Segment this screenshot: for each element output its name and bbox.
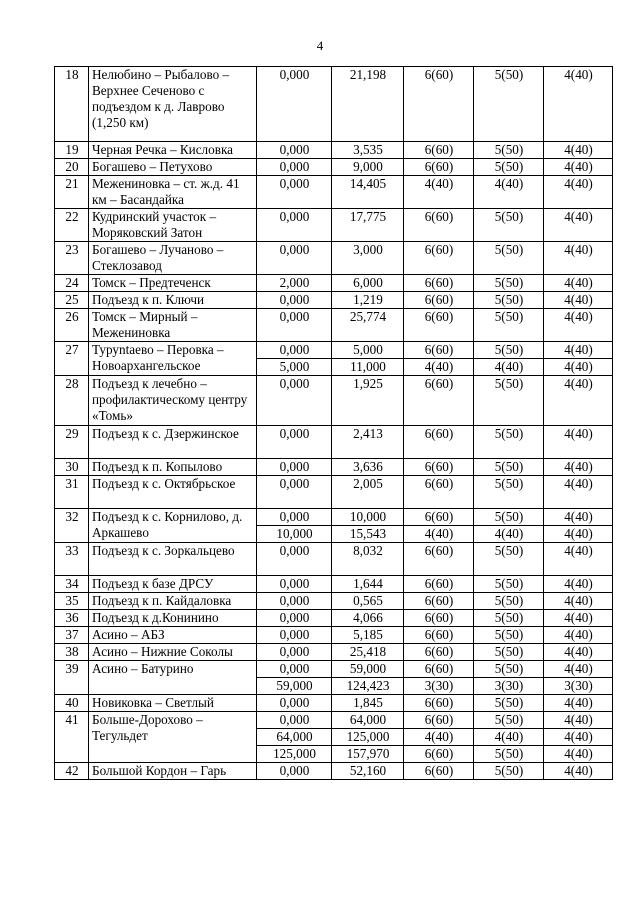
road-number: 20 — [55, 159, 89, 176]
road-number: 36 — [55, 610, 89, 627]
load-axle-2: 5(50) — [474, 576, 544, 593]
load-axle-2: 5(50) — [474, 209, 544, 242]
table-row — [55, 242, 613, 275]
load-axle-1: 6(60) — [404, 644, 474, 661]
load-axle-2: 5(50) — [474, 509, 544, 526]
load-axle-2: 5(50) — [474, 142, 544, 159]
km-start: 0,000 — [257, 342, 332, 359]
load-axle-3: 4(40) — [544, 593, 613, 610]
load-axle-1: 6(60) — [404, 509, 474, 526]
load-axle-1: 6(60) — [404, 476, 474, 509]
load-axle-2: 5(50) — [474, 763, 544, 780]
load-axle-3: 4(40) — [544, 695, 613, 712]
load-axle-3: 4(40) — [544, 509, 613, 526]
km-end: 0,565 — [332, 593, 404, 610]
load-axle-3: 4(40) — [544, 142, 613, 159]
km-start: 5,000 — [257, 359, 332, 376]
load-axle-2: 5(50) — [474, 342, 544, 359]
load-axle-1: 6(60) — [404, 746, 474, 763]
load-axle-1: 6(60) — [404, 209, 474, 242]
load-axle-2: 5(50) — [474, 459, 544, 476]
road-number: 22 — [55, 209, 89, 242]
load-axle-3: 4(40) — [544, 67, 613, 142]
road-name: Подъезд к д.Конинино — [89, 610, 257, 627]
load-axle-2: 5(50) — [474, 275, 544, 292]
road-name: Томск – Мирный – Межениновка — [89, 309, 257, 342]
table-row — [55, 275, 613, 292]
table-row — [55, 661, 613, 678]
load-axle-2: 5(50) — [474, 712, 544, 729]
load-axle-3: 4(40) — [544, 342, 613, 359]
road-name: Асино – АБЗ — [89, 627, 257, 644]
load-axle-1: 6(60) — [404, 242, 474, 275]
table-row — [55, 543, 613, 576]
road-number: 26 — [55, 309, 89, 342]
km-end: 3,636 — [332, 459, 404, 476]
km-end: 59,000 — [332, 661, 404, 678]
road-number: 33 — [55, 543, 89, 576]
load-axle-2: 5(50) — [474, 67, 544, 142]
road-name: Кудринский участок – Моряковский Затон — [89, 209, 257, 242]
load-axle-2: 4(40) — [474, 729, 544, 746]
km-end: 1,644 — [332, 576, 404, 593]
km-end: 17,775 — [332, 209, 404, 242]
load-axle-2: 5(50) — [474, 593, 544, 610]
table-row — [55, 209, 613, 242]
load-axle-1: 4(40) — [404, 176, 474, 209]
km-start: 0,000 — [257, 661, 332, 678]
km-end: 3,000 — [332, 242, 404, 275]
road-number: 37 — [55, 627, 89, 644]
km-end: 64,000 — [332, 712, 404, 729]
km-start: 10,000 — [257, 526, 332, 543]
load-axle-1: 6(60) — [404, 67, 474, 142]
road-number: 21 — [55, 176, 89, 209]
load-axle-3: 4(40) — [544, 426, 613, 459]
road-name: Богашево – Лучаново – Стеклозавод — [89, 242, 257, 275]
load-axle-2: 5(50) — [474, 661, 544, 678]
load-axle-2: 5(50) — [474, 746, 544, 763]
table-row — [55, 712, 613, 729]
table-row — [55, 593, 613, 610]
load-axle-3: 4(40) — [544, 610, 613, 627]
load-axle-1: 6(60) — [404, 593, 474, 610]
km-start: 0,000 — [257, 426, 332, 459]
table-row — [55, 142, 613, 159]
road-name: Большой Кордон – Гарь — [89, 763, 257, 780]
km-end: 21,198 — [332, 67, 404, 142]
load-axle-2: 5(50) — [474, 159, 544, 176]
road-name: Черная Речка – Кисловка — [89, 142, 257, 159]
km-end: 2,005 — [332, 476, 404, 509]
road-number: 30 — [55, 459, 89, 476]
load-axle-1: 6(60) — [404, 376, 474, 426]
table-row — [55, 763, 613, 780]
load-axle-3: 4(40) — [544, 275, 613, 292]
road-number: 40 — [55, 695, 89, 712]
load-axle-2: 5(50) — [474, 376, 544, 426]
km-end: 25,418 — [332, 644, 404, 661]
table-row — [55, 376, 613, 426]
km-start: 0,000 — [257, 292, 332, 309]
road-name: Межениновка – ст. ж.д. 41 км – Басандайка — [89, 176, 257, 209]
load-axle-3: 4(40) — [544, 242, 613, 275]
load-axle-3: 4(40) — [544, 661, 613, 678]
load-axle-2: 4(40) — [474, 176, 544, 209]
km-start: 125,000 — [257, 746, 332, 763]
roads-table-body — [55, 67, 613, 780]
road-name: Новиковка – Светлый — [89, 695, 257, 712]
km-start: 59,000 — [257, 678, 332, 695]
road-number: 39 — [55, 661, 89, 695]
table-row — [55, 627, 613, 644]
km-start: 0,000 — [257, 610, 332, 627]
load-axle-1: 6(60) — [404, 275, 474, 292]
table-row — [55, 610, 613, 627]
load-axle-2: 4(40) — [474, 359, 544, 376]
road-name: Подъезд к лечебно – профилактическому центру «Томь» — [89, 376, 257, 426]
km-start: 0,000 — [257, 159, 332, 176]
load-axle-3: 4(40) — [544, 476, 613, 509]
km-end: 124,423 — [332, 678, 404, 695]
road-name: Томск – Предтеченск — [89, 275, 257, 292]
km-end: 3,535 — [332, 142, 404, 159]
table-row — [55, 509, 613, 526]
road-name: Подъезд к с. Дзержинское — [89, 426, 257, 459]
load-axle-1: 6(60) — [404, 342, 474, 359]
load-axle-1: 6(60) — [404, 543, 474, 576]
load-axle-1: 6(60) — [404, 627, 474, 644]
load-axle-3: 4(40) — [544, 176, 613, 209]
km-start: 0,000 — [257, 242, 332, 275]
load-axle-2: 5(50) — [474, 695, 544, 712]
km-end: 10,000 — [332, 509, 404, 526]
km-end: 8,032 — [332, 543, 404, 576]
road-name: Богашево – Петухово — [89, 159, 257, 176]
load-axle-3: 4(40) — [544, 644, 613, 661]
load-axle-2: 5(50) — [474, 292, 544, 309]
km-start: 0,000 — [257, 309, 332, 342]
load-axle-3: 4(40) — [544, 209, 613, 242]
load-axle-1: 3(30) — [404, 678, 474, 695]
km-start: 0,000 — [257, 509, 332, 526]
road-name: Подъезд к с. Зоркальцево — [89, 543, 257, 576]
km-end: 1,219 — [332, 292, 404, 309]
load-axle-2: 5(50) — [474, 543, 544, 576]
km-end: 1,925 — [332, 376, 404, 426]
road-name: Нелюбино – Рыбалово – Верхнее Сеченово с подъездом к д. Лаврово (1,250 км) — [89, 67, 257, 142]
road-name: Туруntaево – Перовка – Новоархангельское — [89, 342, 257, 376]
road-number: 34 — [55, 576, 89, 593]
load-axle-1: 6(60) — [404, 610, 474, 627]
road-number: 35 — [55, 593, 89, 610]
km-start: 0,000 — [257, 376, 332, 426]
table-row — [55, 309, 613, 342]
km-end: 6,000 — [332, 275, 404, 292]
table-row — [55, 476, 613, 509]
road-number: 25 — [55, 292, 89, 309]
table-row — [55, 176, 613, 209]
km-start: 64,000 — [257, 729, 332, 746]
load-axle-1: 6(60) — [404, 576, 474, 593]
load-axle-2: 5(50) — [474, 476, 544, 509]
load-axle-1: 6(60) — [404, 712, 474, 729]
km-start: 0,000 — [257, 67, 332, 142]
road-number: 18 — [55, 67, 89, 142]
km-start: 0,000 — [257, 476, 332, 509]
km-end: 157,970 — [332, 746, 404, 763]
road-name: Асино – Нижние Соколы — [89, 644, 257, 661]
load-axle-1: 6(60) — [404, 309, 474, 342]
load-axle-1: 6(60) — [404, 459, 474, 476]
load-axle-3: 3(30) — [544, 678, 613, 695]
load-axle-3: 4(40) — [544, 309, 613, 342]
km-start: 0,000 — [257, 763, 332, 780]
km-end: 1,845 — [332, 695, 404, 712]
load-axle-1: 6(60) — [404, 426, 474, 459]
km-start: 0,000 — [257, 712, 332, 729]
table-row — [55, 342, 613, 359]
table-row — [55, 159, 613, 176]
road-number: 42 — [55, 763, 89, 780]
km-end: 25,774 — [332, 309, 404, 342]
road-name: Подъезд к п. Копылово — [89, 459, 257, 476]
load-axle-3: 4(40) — [544, 292, 613, 309]
load-axle-1: 6(60) — [404, 292, 474, 309]
load-axle-3: 4(40) — [544, 543, 613, 576]
road-number: 28 — [55, 376, 89, 426]
road-number: 24 — [55, 275, 89, 292]
load-axle-1: 6(60) — [404, 142, 474, 159]
km-start: 0,000 — [257, 209, 332, 242]
km-start: 0,000 — [257, 142, 332, 159]
km-end: 11,000 — [332, 359, 404, 376]
load-axle-2: 5(50) — [474, 610, 544, 627]
table-row — [55, 644, 613, 661]
km-end: 14,405 — [332, 176, 404, 209]
load-axle-3: 4(40) — [544, 746, 613, 763]
table-row — [55, 695, 613, 712]
km-start: 2,000 — [257, 275, 332, 292]
km-end: 9,000 — [332, 159, 404, 176]
load-axle-1: 6(60) — [404, 159, 474, 176]
table-row — [55, 426, 613, 459]
load-axle-3: 4(40) — [544, 376, 613, 426]
road-number: 31 — [55, 476, 89, 509]
km-start: 0,000 — [257, 459, 332, 476]
load-axle-2: 5(50) — [474, 627, 544, 644]
road-name: Подъезд к базе ДРСУ — [89, 576, 257, 593]
load-axle-1: 4(40) — [404, 359, 474, 376]
load-axle-1: 6(60) — [404, 661, 474, 678]
road-number: 27 — [55, 342, 89, 376]
km-start: 0,000 — [257, 576, 332, 593]
page-number: 4 — [316, 38, 324, 53]
roads-table — [54, 66, 613, 780]
road-name: Подъезд к п. Кайдаловка — [89, 593, 257, 610]
load-axle-3: 4(40) — [544, 763, 613, 780]
road-number: 41 — [55, 712, 89, 763]
km-start: 0,000 — [257, 543, 332, 576]
table-row — [55, 292, 613, 309]
load-axle-1: 4(40) — [404, 729, 474, 746]
road-number: 32 — [55, 509, 89, 543]
km-start: 0,000 — [257, 593, 332, 610]
km-end: 15,543 — [332, 526, 404, 543]
load-axle-2: 3(30) — [474, 678, 544, 695]
road-number: 23 — [55, 242, 89, 275]
load-axle-2: 5(50) — [474, 644, 544, 661]
load-axle-3: 4(40) — [544, 729, 613, 746]
km-end: 2,413 — [332, 426, 404, 459]
km-end: 52,160 — [332, 763, 404, 780]
km-start: 0,000 — [257, 176, 332, 209]
road-name: Подъезд к с. Корнилово, д. Аркашево — [89, 509, 257, 543]
load-axle-3: 4(40) — [544, 359, 613, 376]
table-row — [55, 459, 613, 476]
road-number: 19 — [55, 142, 89, 159]
km-end: 125,000 — [332, 729, 404, 746]
load-axle-3: 4(40) — [544, 576, 613, 593]
load-axle-2: 4(40) — [474, 526, 544, 543]
road-number: 38 — [55, 644, 89, 661]
load-axle-2: 5(50) — [474, 242, 544, 275]
load-axle-2: 5(50) — [474, 426, 544, 459]
load-axle-2: 5(50) — [474, 309, 544, 342]
km-start: 0,000 — [257, 644, 332, 661]
km-start: 0,000 — [257, 695, 332, 712]
road-name: Подъезд к п. Ключи — [89, 292, 257, 309]
load-axle-3: 4(40) — [544, 627, 613, 644]
road-name: Больше-Дорохово – Тегульдет — [89, 712, 257, 763]
road-name: Подъезд к с. Октябрьское — [89, 476, 257, 509]
load-axle-1: 6(60) — [404, 695, 474, 712]
table-row — [55, 576, 613, 593]
road-name: Асино – Батурино — [89, 661, 257, 695]
load-axle-1: 6(60) — [404, 763, 474, 780]
km-end: 4,066 — [332, 610, 404, 627]
load-axle-3: 4(40) — [544, 159, 613, 176]
load-axle-1: 4(40) — [404, 526, 474, 543]
km-end: 5,000 — [332, 342, 404, 359]
load-axle-3: 4(40) — [544, 526, 613, 543]
load-axle-3: 4(40) — [544, 459, 613, 476]
load-axle-3: 4(40) — [544, 712, 613, 729]
table-row — [55, 67, 613, 142]
road-number: 29 — [55, 426, 89, 459]
km-start: 0,000 — [257, 627, 332, 644]
km-end: 5,185 — [332, 627, 404, 644]
